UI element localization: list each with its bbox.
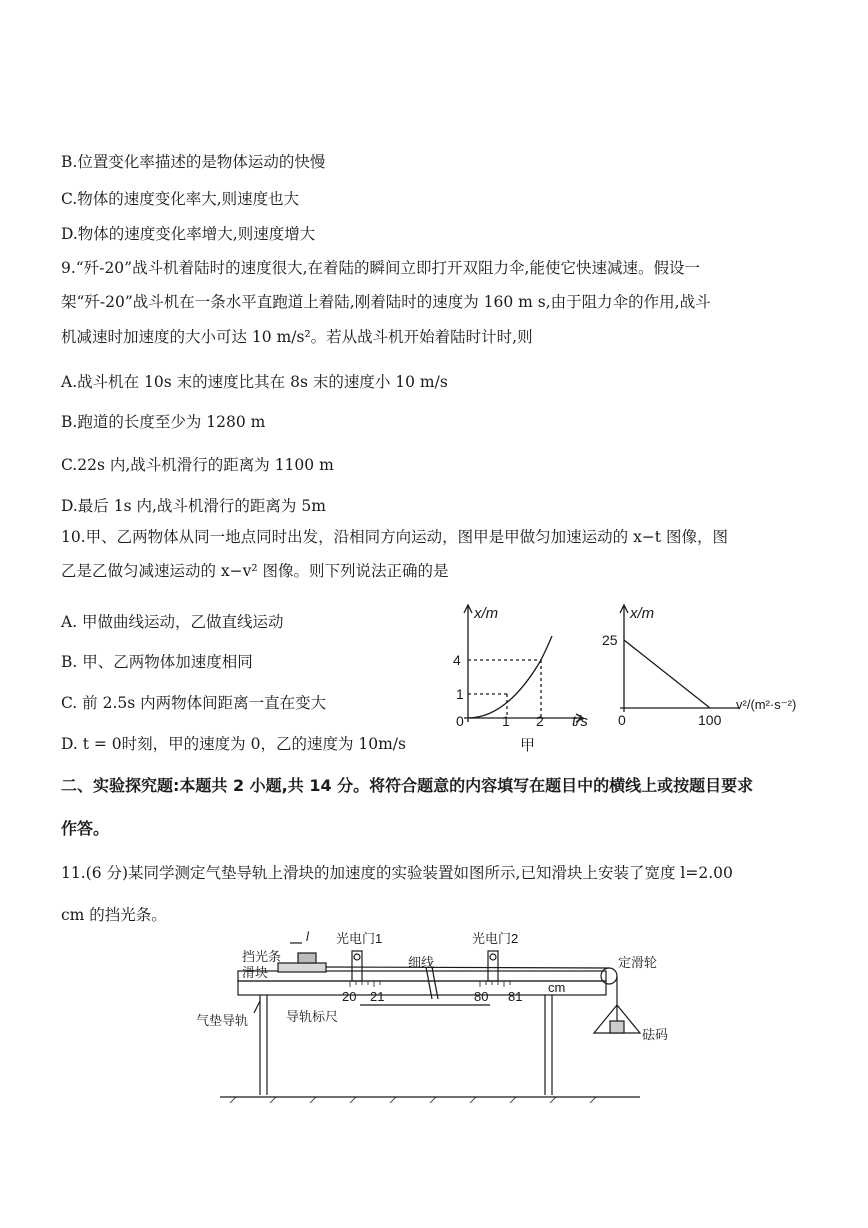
graph-jia-xlabel: t/s: [572, 713, 588, 730]
gate2-lens: [490, 954, 496, 960]
line-q10a: A. 甲做曲线运动，乙做直线运动: [61, 613, 284, 631]
line-q10c: C. 前 2.5s 内两物体间距离一直在变大: [61, 694, 327, 712]
line-q9s2: 架“歼-20”战斗机在一条水平直跑道上着陆,刚着陆时的速度为 160 m s,由于阻力伞的作用,战斗: [61, 293, 711, 311]
label-shade-strip: 挡光条: [242, 949, 282, 964]
label-slider: 滑块: [242, 965, 269, 980]
shade-strip-box: [298, 953, 316, 963]
label-mark20: 20: [342, 989, 357, 1004]
line-q11s1: 11.(6 分)某同学测定气垫导轨上滑块的加速度的实验装置如图所示,已知滑块上安装了宽度 l=2.00: [61, 864, 733, 882]
label-pulley: 定滑轮: [618, 955, 658, 970]
rail-label-leader: [254, 1001, 260, 1013]
graph-jia-xtick-1: 1: [502, 713, 510, 729]
string-line: [326, 967, 609, 968]
label-rail: 气垫导轨: [196, 1013, 249, 1028]
gate1-lens: [354, 954, 360, 960]
graph-jia-origin: 0: [456, 713, 464, 729]
line-q10b: B. 甲、乙两物体加速度相同: [61, 653, 253, 671]
weight-box: [610, 1021, 624, 1033]
line-q10d: D. t = 0时刻，甲的速度为 0，乙的速度为 10m/s: [61, 735, 406, 753]
label-width-l: l: [306, 929, 309, 944]
label-weight: 砝码: [642, 1027, 669, 1042]
graph-yi: [596, 598, 822, 733]
graph-jia-curve: [468, 636, 552, 718]
graph-yi-ytick-25: 25: [602, 632, 618, 648]
label-mark80: 80: [474, 989, 489, 1004]
graph-jia-xtick-2: 2: [536, 713, 544, 729]
line-q9c: C.22s 内,战斗机滑行的距离为 1100 m: [61, 456, 334, 474]
line-q10s1: 10.甲、乙两物体从同一地点同时出发，沿相同方向运动，图甲是甲做匀加速运动的 x−t 图像，图: [61, 528, 728, 546]
graph-jia-ytick-1: 1: [456, 686, 464, 702]
graph-jia: [452, 598, 597, 758]
label-string: 细线: [408, 955, 435, 970]
line-q8b: B.位置变化率描述的是物体运动的快慢: [61, 153, 326, 171]
label-gate1: 光电门1: [336, 931, 383, 946]
line-q9b: B.跑道的长度至少为 1280 m: [61, 413, 266, 431]
gate2-body: [488, 951, 498, 981]
line-sec2b: 作答。: [61, 819, 110, 838]
line-q9d: D.最后 1s 内,战斗机滑行的距离为 5m: [61, 497, 326, 515]
gate1-body: [352, 951, 362, 981]
label-scale: 导轨标尺: [286, 1009, 339, 1024]
apparatus-diagram: [190, 925, 670, 1110]
graph-jia-ytick-4: 4: [453, 652, 461, 668]
line-q10s2: 乙是乙做匀减速运动的 x−v² 图像。则下列说法正确的是: [61, 562, 449, 580]
line-q9s1: 9.“歼-20”战斗机着陆时的速度很大,在着陆的瞬间立即打开双阻力伞,能使它快速减速。假设一: [61, 259, 700, 277]
pulley-wheel: [601, 968, 617, 984]
label-gate2: 光电门2: [472, 931, 519, 946]
line-q11s2: cm 的挡光条。: [61, 906, 167, 924]
graph-yi-xtick-100: 100: [698, 712, 722, 728]
label-unit: cm: [548, 980, 566, 995]
graph-jia-ylabel: x/m: [474, 605, 499, 622]
line-q8d: D.物体的速度变化率增大,则速度增大: [61, 225, 316, 243]
graph-jia-caption: 甲: [520, 737, 536, 754]
break-2: [432, 967, 438, 999]
label-mark21: 21: [370, 989, 385, 1004]
line-q8c: C.物体的速度变化率大,则速度也大: [61, 190, 300, 208]
graph-yi-line: [624, 640, 710, 708]
graph-yi-ylabel: x/m: [630, 605, 655, 622]
label-mark81: 81: [508, 989, 523, 1004]
graph-yi-origin: 0: [618, 712, 626, 728]
graph-yi-xlabel: v²/(m²·s⁻²): [736, 697, 797, 712]
slider-body: [278, 963, 326, 972]
line-q9s3: 机减速时加速度的大小可达 10 m/s²。若从战斗机开始着陆时计时,则: [61, 328, 533, 346]
line-sec2a: 二、实验探究题:本题共 2 小题,共 14 分。将符合题意的内容填写在题目中的横线上或按题目要求: [61, 776, 754, 795]
line-q9a: A.战斗机在 10s 末的速度比其在 8s 末的速度小 10 m/s: [61, 373, 448, 391]
break-1: [426, 967, 432, 999]
